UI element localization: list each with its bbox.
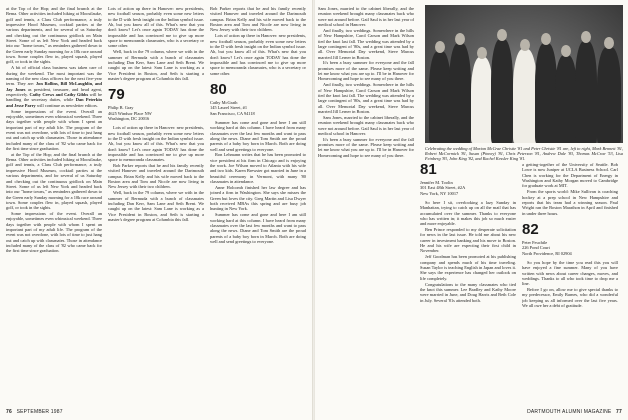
body-paragraph: Some impressions of the event. Overall an enjoyable, sometimes even whimsical weekend. Three days together with people with whom I spent an important part of my adult life. The program of the event was not overdone, with lots of time to just hang out and catch up with classmates. Those in attendance included many of the class of '82 who came back for the first time since graduation.	[6, 211, 102, 254]
address-line: 4625 Windsor Place NW	[108, 110, 152, 116]
body-paragraph: It's been a busy summer for everyone and the fall promises more of the same. Please keep writing and let me know what you are up to. I'll be in Hanover for Homecoming and hope to see many of you there.	[318, 136, 414, 158]
body-paragraph: And finally, two weddings. Somewhere in the hills of New Hampshire, Carol Carson and Mark Wilson tied the knot last fall. The wedding was attended by a large contingent of '80s, and a great time was had by all. Over Memorial Day weekend, Steve Marcus married Jill Lerner in Boston.	[318, 27, 414, 60]
body-paragraph: Ben Prince responded to my desperate solicitation for news in the last issue. He told me about his new career in investment banking and his move to Boston. He and his wife are expecting their first child in November.	[420, 227, 516, 254]
body-paragraph: So here I sit, overlooking a lazy Sunday in Manhattan, trying to catch up on all the mail that has accumulated over the summer. Thanks to everyone who has written in; it makes this job so much easier and more enjoyable.	[420, 199, 516, 227]
left-page	[0, 0, 313, 420]
left-column-1	[6, 6, 102, 406]
body-paragraph: And finally, two weddings. Somewhere in the hills of New Hampshire, Carol Carson and Mark Wilson tied the knot last fall. The wedding was attended by a large contingent of '80s, and a great time was had by all. Over Memorial Day weekend, Steve Marcus married Jill Lerner in Boston.	[318, 82, 414, 115]
body-paragraph: Well, back in the 79 column, where we with in the summer of Bermuda with a bunch of classmates including Dan Kerr, Sam Lane and Seth Brent. We caught up on the latest: Sam Lane is working as a Vice President in Boston, and Seth is starting a master's degree program at Columbia this fall.	[108, 49, 204, 81]
body-paragraph: It's been a busy summer for everyone and the fall promises more of the same. Please keep writing and let me know what you are up to. I'll be in Hanover for Homecoming and hope to see many of you there.	[318, 60, 414, 82]
body-paragraph: Anne Holcomb finished her law degree and has joined a firm in Washington. She says she misses the Green but loves the city. Greg Martin and Lisa Dwyer both received MBAs this spring and are busy job hunting in New York.	[210, 184, 306, 212]
body-paragraph: at the Top of the Hop; and the final brunch at the Bema. Other activities included hiking at Moosilauke, golf and tennis, a Class Club performance, a truly impressive Hood Museum, cocktail parties at the various departments, and for several of us Saturday and checking out the continuous gridlock on Main Street. Some of us left New York and headed back into our "home towns," as reminders gathered down to the Green early Sunday morning for a 10k race around town. Some couples flew in, played squash, played golf, or took in the sights.	[6, 6, 102, 65]
body-paragraph: at the Top of the Hop; and the final brunch at the Bema. Other activities included hiking at Moosilauke, golf and tennis, a Class Club performance, a truly impressive Hood Museum, cocktail parties at the various departments, and for several of us Saturday and checking out the continuous gridlock on Main Street. Some of us left New York and headed back into our "home towns," as reminders gathered down to the Green early Sunday morning for a 10k race around town. Some couples flew in, played squash, played golf, or took in the sights.	[6, 151, 102, 211]
class-year-heading: 80	[210, 80, 227, 98]
body-paragraph: Sam Jones, married to the cabinet liberally, and the reunion weekend brought many classmates back who were not around before. Gail Saul is in her last year of medical school in Hanover.	[318, 114, 414, 136]
body-paragraph: a getting-together of the University of Seattle. Bob Lowe is now Juniper at UCLA Business School. Carl Chen is working for the Department of Energy in Washington and Kathy Morgan moved to Cambridge for graduate work at MIT.	[522, 162, 618, 189]
page-number: 77	[616, 409, 622, 415]
secretary-name: Cathy McGrath	[210, 99, 238, 105]
left-column-3	[210, 6, 306, 406]
photo-caption: Celebrating the wedding of Marian McCrae Christie '81 and Peter Christie '81 are, left to right, Mark Bennett '81, Robert McCormick '81, Susan (Pinney) '81, Chris Peterson '81, Andrew Dale '83, Thomas McCrae '53, Lisa Feinberg '83, John King '82, and Rachel Kessler King '81.	[425, 146, 623, 162]
right-folio	[527, 409, 622, 415]
right-column-3	[522, 162, 618, 400]
body-paragraph: Before I go on, allow me to give special thanks to my predecessor, Emily Barnes, who did a wonderful job keeping us all informed over the last five years. We all owe her a debt of gratitude.	[522, 287, 618, 309]
body-paragraph: From the sports world: Mike Sullivan is coaching hockey at a prep school in New Hampshire and reports that his team had a winning season. Paul Wright ran the Boston Marathon in April and finished in under three hours.	[522, 189, 618, 216]
left-folio	[6, 409, 63, 415]
address-line: North Providence, RI 02904	[522, 250, 572, 256]
class-year-heading: 82	[522, 220, 539, 238]
address-line: 301 East 48th Street, #2A	[420, 185, 466, 191]
magazine-name: DARTMOUTH ALUMNI MAGAZINE	[527, 409, 612, 415]
secretary-name: Jennifer M. Toolin	[420, 180, 453, 185]
address-line: San Francisco, CA 94118	[210, 110, 255, 116]
right-column-1	[318, 6, 414, 406]
secretary-address	[420, 180, 516, 196]
address-line: 145 Laurel Street, #1	[210, 105, 248, 111]
address-line: New York, NY 10017	[420, 190, 459, 196]
address-line: 226 Pond Court	[522, 245, 550, 251]
body-paragraph: Jeff Goodman has been promoted at his publishing company and spends much of his time traveling. Susan Taylor is teaching English in Japan and loves it. She says the experience has changed her outlook on life completely.	[420, 254, 516, 281]
secretary-address	[210, 100, 306, 116]
body-paragraph: So you hope by the time you read this you will have enjoyed a fine summer. Many of you have written with news about career changes, moves, and weddings. Thanks to all who took time to drop me a line.	[522, 259, 618, 287]
left-column-2	[108, 6, 204, 406]
right-column-2	[420, 162, 516, 400]
class-year-heading: 79	[108, 86, 125, 104]
body-paragraph: Sam Jones, married to the cabinet liberally, and the reunion weekend brought many classmates back who were not around before. Gail Saul is in her last year of medical school in Hanover.	[318, 6, 414, 28]
page-number: 76	[6, 409, 12, 415]
body-paragraph: Some impressions of the event. Overall an enjoyable, sometimes even whimsical weekend. Three days together with people with whom I spent an important part of my adult life. The program of the event was not overdone, with lots of time to just hang out and catch up with classmates. Those in attendance included many of the class of '82 who came back for the first time since graduation.	[6, 108, 102, 151]
body-paragraph: Congratulations to the many classmates who tied the knot this summer. Lee Bradley and Kathy Moore were married in June, and Doug Harris and Beth Cole in July. Several '81s attended both.	[420, 281, 516, 303]
secretary-name: Philip B. Gray	[108, 105, 134, 111]
secretary-address	[108, 105, 204, 121]
body-paragraph: Summer has come and gone and here I am still working hard at this column. I have heard from many classmates over the last few months and want to pass along the news. Diane and Tom Smith are the proud parents of a baby boy born in March. Both are doing well and send greetings to everyone.	[210, 119, 306, 152]
secretary-address	[522, 240, 618, 256]
issue-date: SEPTEMBER 1987	[16, 409, 63, 415]
body-paragraph: Lots of action up there in Hanover: new presidents, new football season, probably even some new letters to the D with fresh insight on the Indian symbol issue. Ah, but you know all of this. What's new that you don't know? Let's once again TODAY has done the impossible and has convinced me to give up more space to memoranda classmates, who is a secretary or some other.	[210, 33, 306, 76]
body-paragraph: Bob Parker reports that he and his family recently visited Hanover and traveled around the Dartmouth campus. Brian Kelly and his wife moved back to the Boston area and Tom and Nicole are now living in New Jersey with their two children.	[108, 163, 204, 190]
body-paragraph: Lots of action up there in Hanover: new presidents, new football season, probably even some new letters to the D with fresh insight on the Indian symbol issue. Ah, but you know all of this. What's new that you don't know? Let's once again TODAY has done the impossible and has convinced me to give up more space to memoranda classmates.	[108, 125, 204, 163]
body-paragraph: Lots of action up there in Hanover: new presidents, new football season, probably even some new letters to the D with fresh insight on the Indian symbol issue. Ah, but you know all of this. What's new that you don't know? Let's once again TODAY has done the impossible and has convinced me to give up more space to memoranda classmates, who is a secretary or some other.	[108, 6, 204, 49]
body-paragraph: Ron Lehmann writes that he has been promoted to vice president at his firm in Chicago and is enjoying the work. Joe Wilson moved to Atlanta with his wife and two kids. Karen Brewster got married in June in a beautiful ceremony in Vermont, with many '80 classmates in attendance.	[210, 152, 306, 185]
wedding-group-photo	[425, 5, 623, 143]
body-paragraph: Well, back in the 79 column, where we with in the summer of Bermuda with a bunch of classmates including Dan Kerr, Sam Lane and Seth Brent. We caught up on the latest: Sam Lane is working as a Vice President in Boston, and Seth is starting a master's degree program at Columbia this fall.	[108, 190, 204, 223]
body-paragraph: Bob Parker reports that he and his family recently visited Hanover and traveled around the Dartmouth campus. Brian Kelly and his wife moved back to the Boston area and Tom and Nicole are now living in New Jersey with their two children.	[210, 6, 306, 33]
body-paragraph: Summer has come and gone and here I am still working hard at this column. I have heard from many classmates over the last few months and want to pass along the news. Diane and Tom Smith are the proud parents of a baby boy born in March. Both are doing well and send greetings to everyone.	[210, 212, 306, 244]
class-year-heading: 81	[420, 162, 437, 178]
body-paragraph: A bit of official class business was taken care of during the weekend. The most important was the naming of the new class officers for the next five-year term. They are: Jon Rollins, Bill McLaughlin, and Jay Jones as president, treasurer, and head agent, respectively. Cathy Crews and Cathy Gibbs will be handling the secretary duties, while Dan Peterkin and Jesse Parry will continue as newsletter editors.	[6, 65, 102, 108]
address-line: Washington, DC 20016	[108, 115, 150, 121]
secretary-name: Peter Feuchtle	[522, 239, 548, 245]
